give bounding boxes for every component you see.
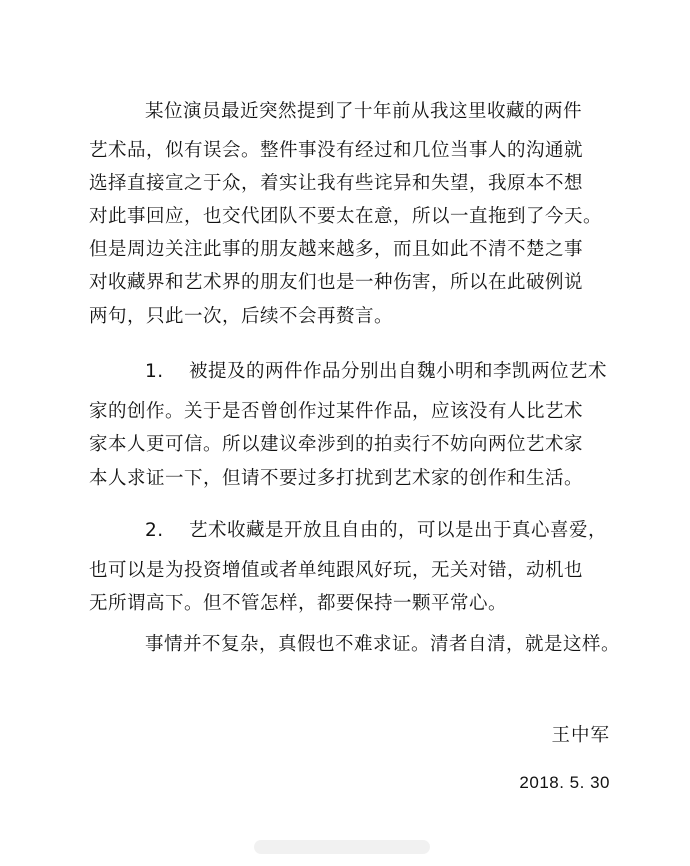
signature-date: 2018. 5. 30	[519, 773, 610, 792]
signature-name: 王中军	[551, 725, 610, 746]
paragraph-1-line-1: 某位演员最近突然提到了十年前从我这里收藏的两件	[145, 101, 583, 122]
point-1-line-2: 家的创作。关于是否曾创作过某件作品，应该没有人比艺术	[89, 401, 584, 422]
watermark-strip	[254, 840, 430, 854]
paragraph-1-line-4: 对此事回应，也交代团队不要太在意，所以一直拖到了今天。	[89, 206, 603, 227]
point-1-line-4: 本人求证一下，但请不要过多打扰到艺术家的创作和生活。	[89, 468, 584, 489]
point-2-line-3: 无所谓高下。但不管怎样，都要保持一颗平常心。	[89, 593, 508, 614]
paragraph-1-line-2: 艺术品，似有误会。整件事没有经过和几位当事人的沟通就	[89, 140, 584, 161]
paragraph-1-line-7: 两句，只此一次，后续不会再赘言。	[89, 306, 394, 327]
point-1-line-3: 家本人更可信。所以建议牵涉到的拍卖行不妨向两位艺术家	[89, 434, 584, 455]
paragraph-1-line-5: 但是周边关注此事的朋友越来越多，而且如此不清不楚之事	[89, 239, 584, 260]
point-2-line-1: 2. 艺术收藏是开放且自由的，可以是出于真心喜爱，	[145, 520, 608, 541]
paragraph-1-line-6: 对收藏界和艺术界的朋友们也是一种伤害，所以在此破例说	[89, 272, 584, 293]
paragraph-1-line-3: 选择直接宣之于众，着实让我有些诧异和失望，我原本不想	[89, 173, 584, 194]
point-2-line-2: 也可以是为投资增值或者单纯跟风好玩，无关对错，动机也	[89, 560, 584, 581]
closing-line: 事情并不复杂，真假也不难求证。清者自清，就是这样。	[145, 634, 621, 655]
point-1-line-1: 1. 被提及的两件作品分别出自魏小明和李凯两位艺术	[145, 361, 608, 382]
